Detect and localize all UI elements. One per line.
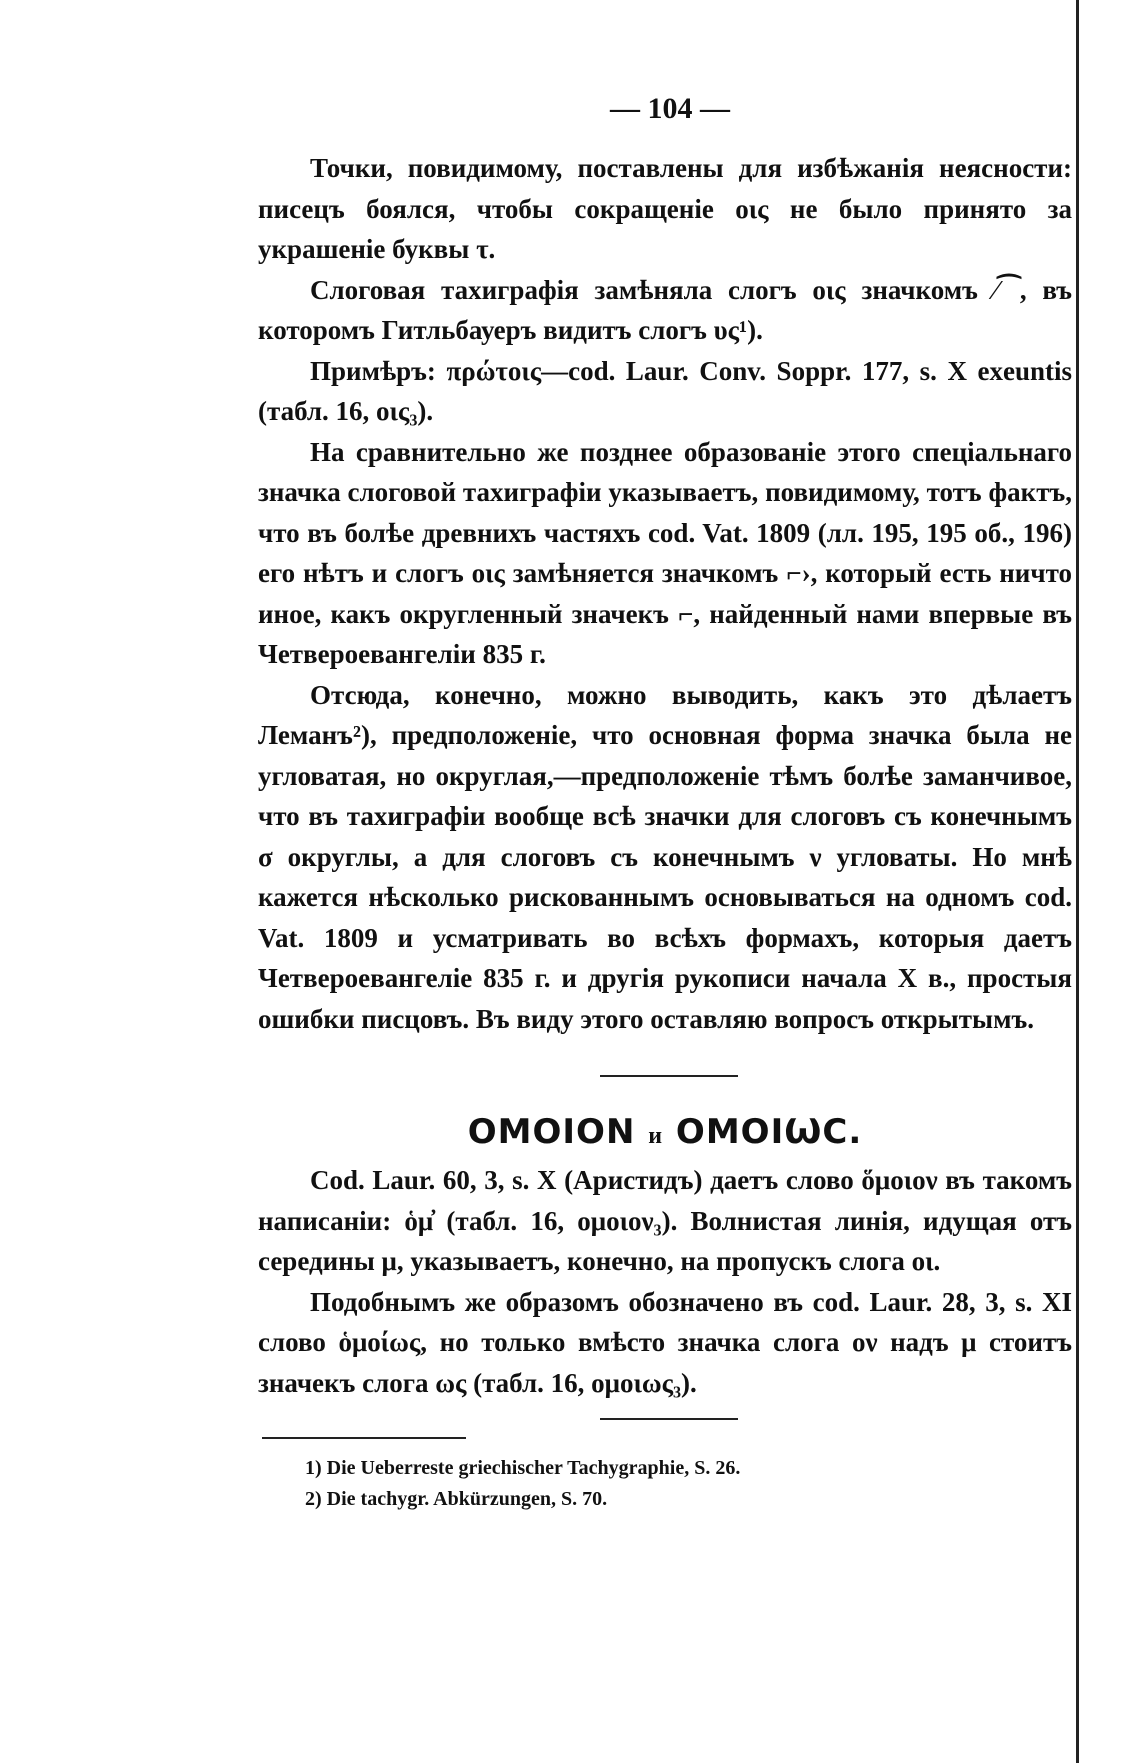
footnote-2: 2) Die tachygr. Abkürzungen, S. 70. — [305, 1488, 608, 1510]
main-text-top — [258, 148, 1072, 1039]
heading-word-2: OMOIѠC. — [675, 1112, 863, 1152]
footnote-separator-right — [600, 1418, 738, 1420]
paragraph-3: Примѣръ: πρώτοις—cod. Laur. Conv. Soppr. 177, s. X exeuntis (табл. 16, οις₃). — [258, 355, 1072, 426]
paragraph-4: На сравнительно же позднее образованіе этого спеціальнаго значка слоговой тахиграфіи указываетъ, повидимому, тотъ фактъ, что въ болѣе древнихъ частяхъ cod. Vat. 1809 (лл. 195, 195 об., 196) его нѣтъ и слогъ οις замѣняется значкомъ ⌐›, который есть ничто иное, какъ округленный значекъ ⌐, найденный нами впервые въ Четвероевангеліи 835 г. — [258, 436, 1072, 669]
paragraph-6: Cod. Laur. 60, 3, s. X (Аристидъ) даетъ слово ὅμοιον въ такомъ написаніи: ὁμ̓ (табл. 16, ομοιον₃). Волнистая линія, идущая отъ середины μ, указываетъ, конечно, на пропускъ слога οι. — [258, 1165, 1072, 1276]
footnotes — [305, 1453, 1065, 1515]
heading-conjunction: и — [648, 1123, 664, 1149]
main-text-bottom — [258, 1160, 1072, 1403]
footnote-separator-left — [262, 1437, 466, 1439]
footnote-1: 1) Die Ueberreste griechischer Tachygraphie, S. 26. — [305, 1457, 741, 1479]
page-number: — 104 — — [610, 92, 730, 125]
paragraph-5: Отсюда, конечно, можно выводить, какъ это дѣлаетъ Леманъ²), предположеніе, что основная форма значка была не угловатая, но округлая,—предположеніе тѣмъ болѣе заманчивое, что въ тахиграфіи вообще всѣ значки для слоговъ съ конечнымъ σ округлы, а для слоговъ съ конечнымъ ν угловаты. Но мнѣ кажется нѣсколько рискованнымъ основываться на одномъ cod. Vat. 1809 и усматривать во всѣхъ формахъ, которыя даетъ Четвероевангеліе 835 г. и другія рукописи начала X в., простыя ошибки писцовъ. Въ виду этого оставляю вопросъ открытымъ. — [258, 679, 1072, 1034]
paragraph-1: Точки, повидимому, поставлены для избѣжанія неясности: писецъ боялся, чтобы сокращеніе οις не было принято за украшеніе буквы τ. — [258, 153, 1072, 264]
heading-word-1: OMOION — [467, 1112, 636, 1152]
section-heading — [258, 1112, 1072, 1152]
section-divider — [600, 1075, 738, 1077]
paragraph-2: Слоговая тахиграфія замѣняла слогъ οις значкомъ ⁄⁀, въ которомъ Гитльбауеръ видитъ слогъ υς¹). — [258, 274, 1072, 345]
page-edge-line — [1076, 0, 1079, 1763]
paragraph-7: Подобнымъ же образомъ обозначено въ cod. Laur. 28, 3, s. XI слово ὁμοίως, но только вмѣсто значка слога ον надъ μ стоитъ значекъ слога ως (табл. 16, ομοιως₃). — [258, 1286, 1072, 1398]
